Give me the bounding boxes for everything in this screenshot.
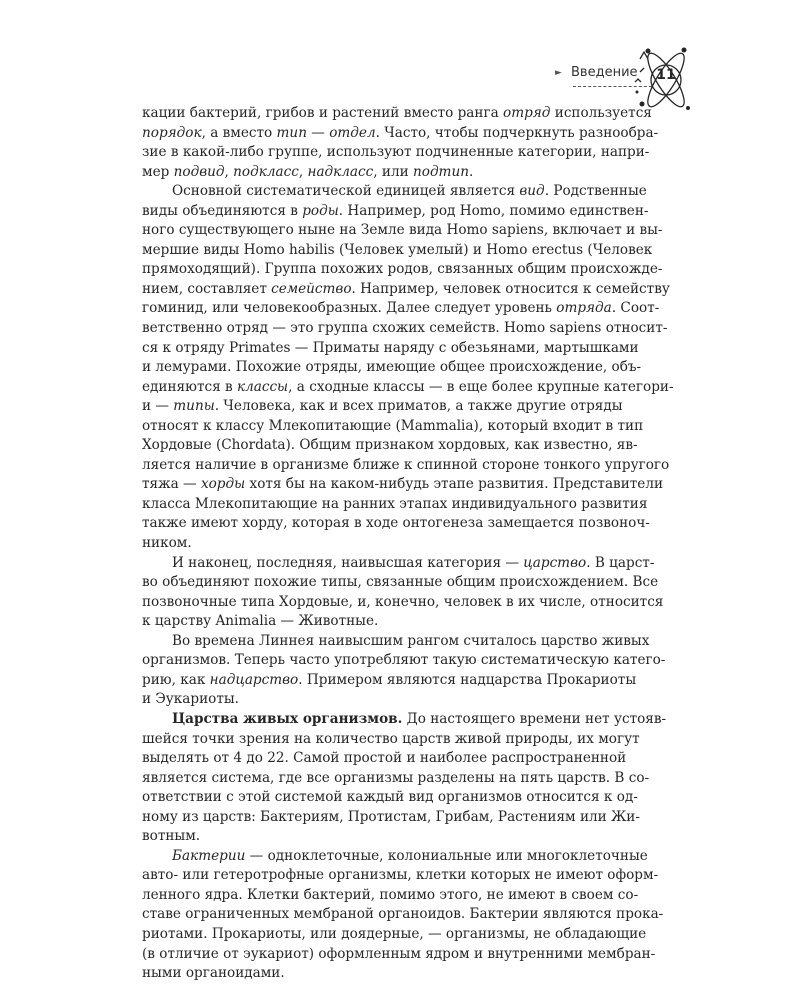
text-line: Хордовые (Chordata). Общим признаком хордовых, как известно, яв- [142, 437, 638, 454]
text-line: ответствии с этой системой каждый вид организмов относится к од- [142, 789, 638, 806]
text-line: ветственно отряд — это группа схожих семейств. Homo sapiens относит- [142, 320, 668, 337]
text-line: ному из царств: Бактериям, Протистам, Грибам, Растениям или Жи- [142, 808, 640, 825]
text-line: ляется наличие в организме ближе к спинной стороне тонкого упругого [142, 456, 670, 473]
text-line: Во времена Линнея наивысшим рангом считалось царство живых [172, 632, 650, 649]
text-line: И наконец, последняя, наивысшая категория — царство. В царст- [172, 554, 655, 571]
text-line: ником. [142, 535, 192, 552]
text-line: порядок, а вместо тип — отдел. Часто, чтобы подчеркнуть разнообра- [142, 124, 659, 141]
text-line: также имеют хорду, которая в ходе онтогенеза замещается позвоноч- [142, 515, 650, 532]
text-line: риотами. Прокариоты, или доядерные, — организмы, не обладающие [142, 925, 647, 942]
text-line: ного существующего ныне на Земле вида Homo sapiens, включает и вы- [142, 222, 663, 239]
text-line: рию, как надцарство. Примером являются надцарства Прокариоты [142, 671, 637, 688]
text-line: ными органоидами. [142, 965, 285, 982]
body-text [142, 104, 674, 984]
text-line: гоминид, или человекообразных. Далее следует уровень отряда. Соот- [142, 300, 660, 317]
text-line: и лемурами. Похожие отряды, имеющие общее происхождение, объ- [142, 359, 642, 376]
text-line: ставе ограниченных мембраной органоидов. Бактерии являются прока- [142, 906, 664, 923]
text-line: (в отличие от эукариот) оформленным ядром и внутренними мембран- [142, 945, 656, 962]
text-line: во объединяют похожие типы, связанные общим происхождением. Все [142, 574, 659, 591]
text-line: и — типы. Человека, как и всех приматов, а также другие отряды [142, 398, 623, 415]
text-line: прямоходящий). Группа похожих родов, связанных общим происхожде- [142, 261, 663, 278]
text-line: авто- или гетеротрофные организмы, клетки которых не имеют оформ- [142, 867, 659, 884]
text-line: шейся точки зрения на количество царств живой природы, их могут [142, 730, 640, 747]
text-line: мершие виды Homo habilis (Человек умелый) и Homo erectus (Человек [142, 241, 653, 258]
text-line: организмов. Теперь часто употребляют такую систематическую катего- [142, 652, 666, 669]
text-line: и Эукариоты. [142, 691, 239, 708]
text-line: единяются в классы, а сходные классы — в еще более крупные категори- [142, 378, 674, 395]
text-line: Бактерии — одноклеточные, колониальные или многоклеточные [172, 847, 648, 864]
text-line: относят к классу Млекопитающие (Mammalia), который входит в тип [142, 417, 644, 434]
text-line: является система, где все организмы разделены на пять царств. В со- [142, 769, 650, 786]
text-line: ся к отряду Primates — Приматы наряду с обезьянами, мартышками [142, 339, 639, 356]
text-line: мер подвид, подкласс, надкласс, или подтип. [142, 163, 474, 180]
text-line: класса Млекопитающие на ранних этапах индивидуального развития [142, 495, 648, 512]
text-line: Основной систематической единицей является вид. Родственные [172, 183, 647, 200]
text-line: к царству Animalia — Животные. [142, 613, 379, 630]
section-title: Введение [571, 65, 638, 80]
text-line: ленного ядра. Клетки бактерий, помимо этого, не имеют в своем со- [142, 886, 639, 903]
text-line: зие в какой-либо группе, используют подчиненные категории, напри- [142, 144, 650, 161]
text-line: виды объединяются в роды. Например, род Homo, помимо единствен- [142, 202, 649, 219]
text-line: Царства живых организмов. До настоящего времени нет устояв- [172, 710, 667, 727]
text-line: выделять от 4 до 22. Самой простой и наиболее распространенной [142, 750, 627, 767]
text-line: кации бактерий, грибов и растений вместо ранга отряд используется [142, 105, 652, 121]
text-line: вотным. [142, 828, 201, 845]
text-line: тяжа — хорды хотя бы на каком-нибудь этапе развития. Представители [142, 476, 664, 493]
page-number: 11 [656, 67, 676, 83]
text-line: нием, составляет семейство. Например, человек относится к семейству [142, 280, 670, 297]
arrow-right-icon: ► [555, 68, 562, 78]
text-line: позвоночные типа Хордовые, и, конечно, человек в их числе, относится [142, 593, 664, 610]
